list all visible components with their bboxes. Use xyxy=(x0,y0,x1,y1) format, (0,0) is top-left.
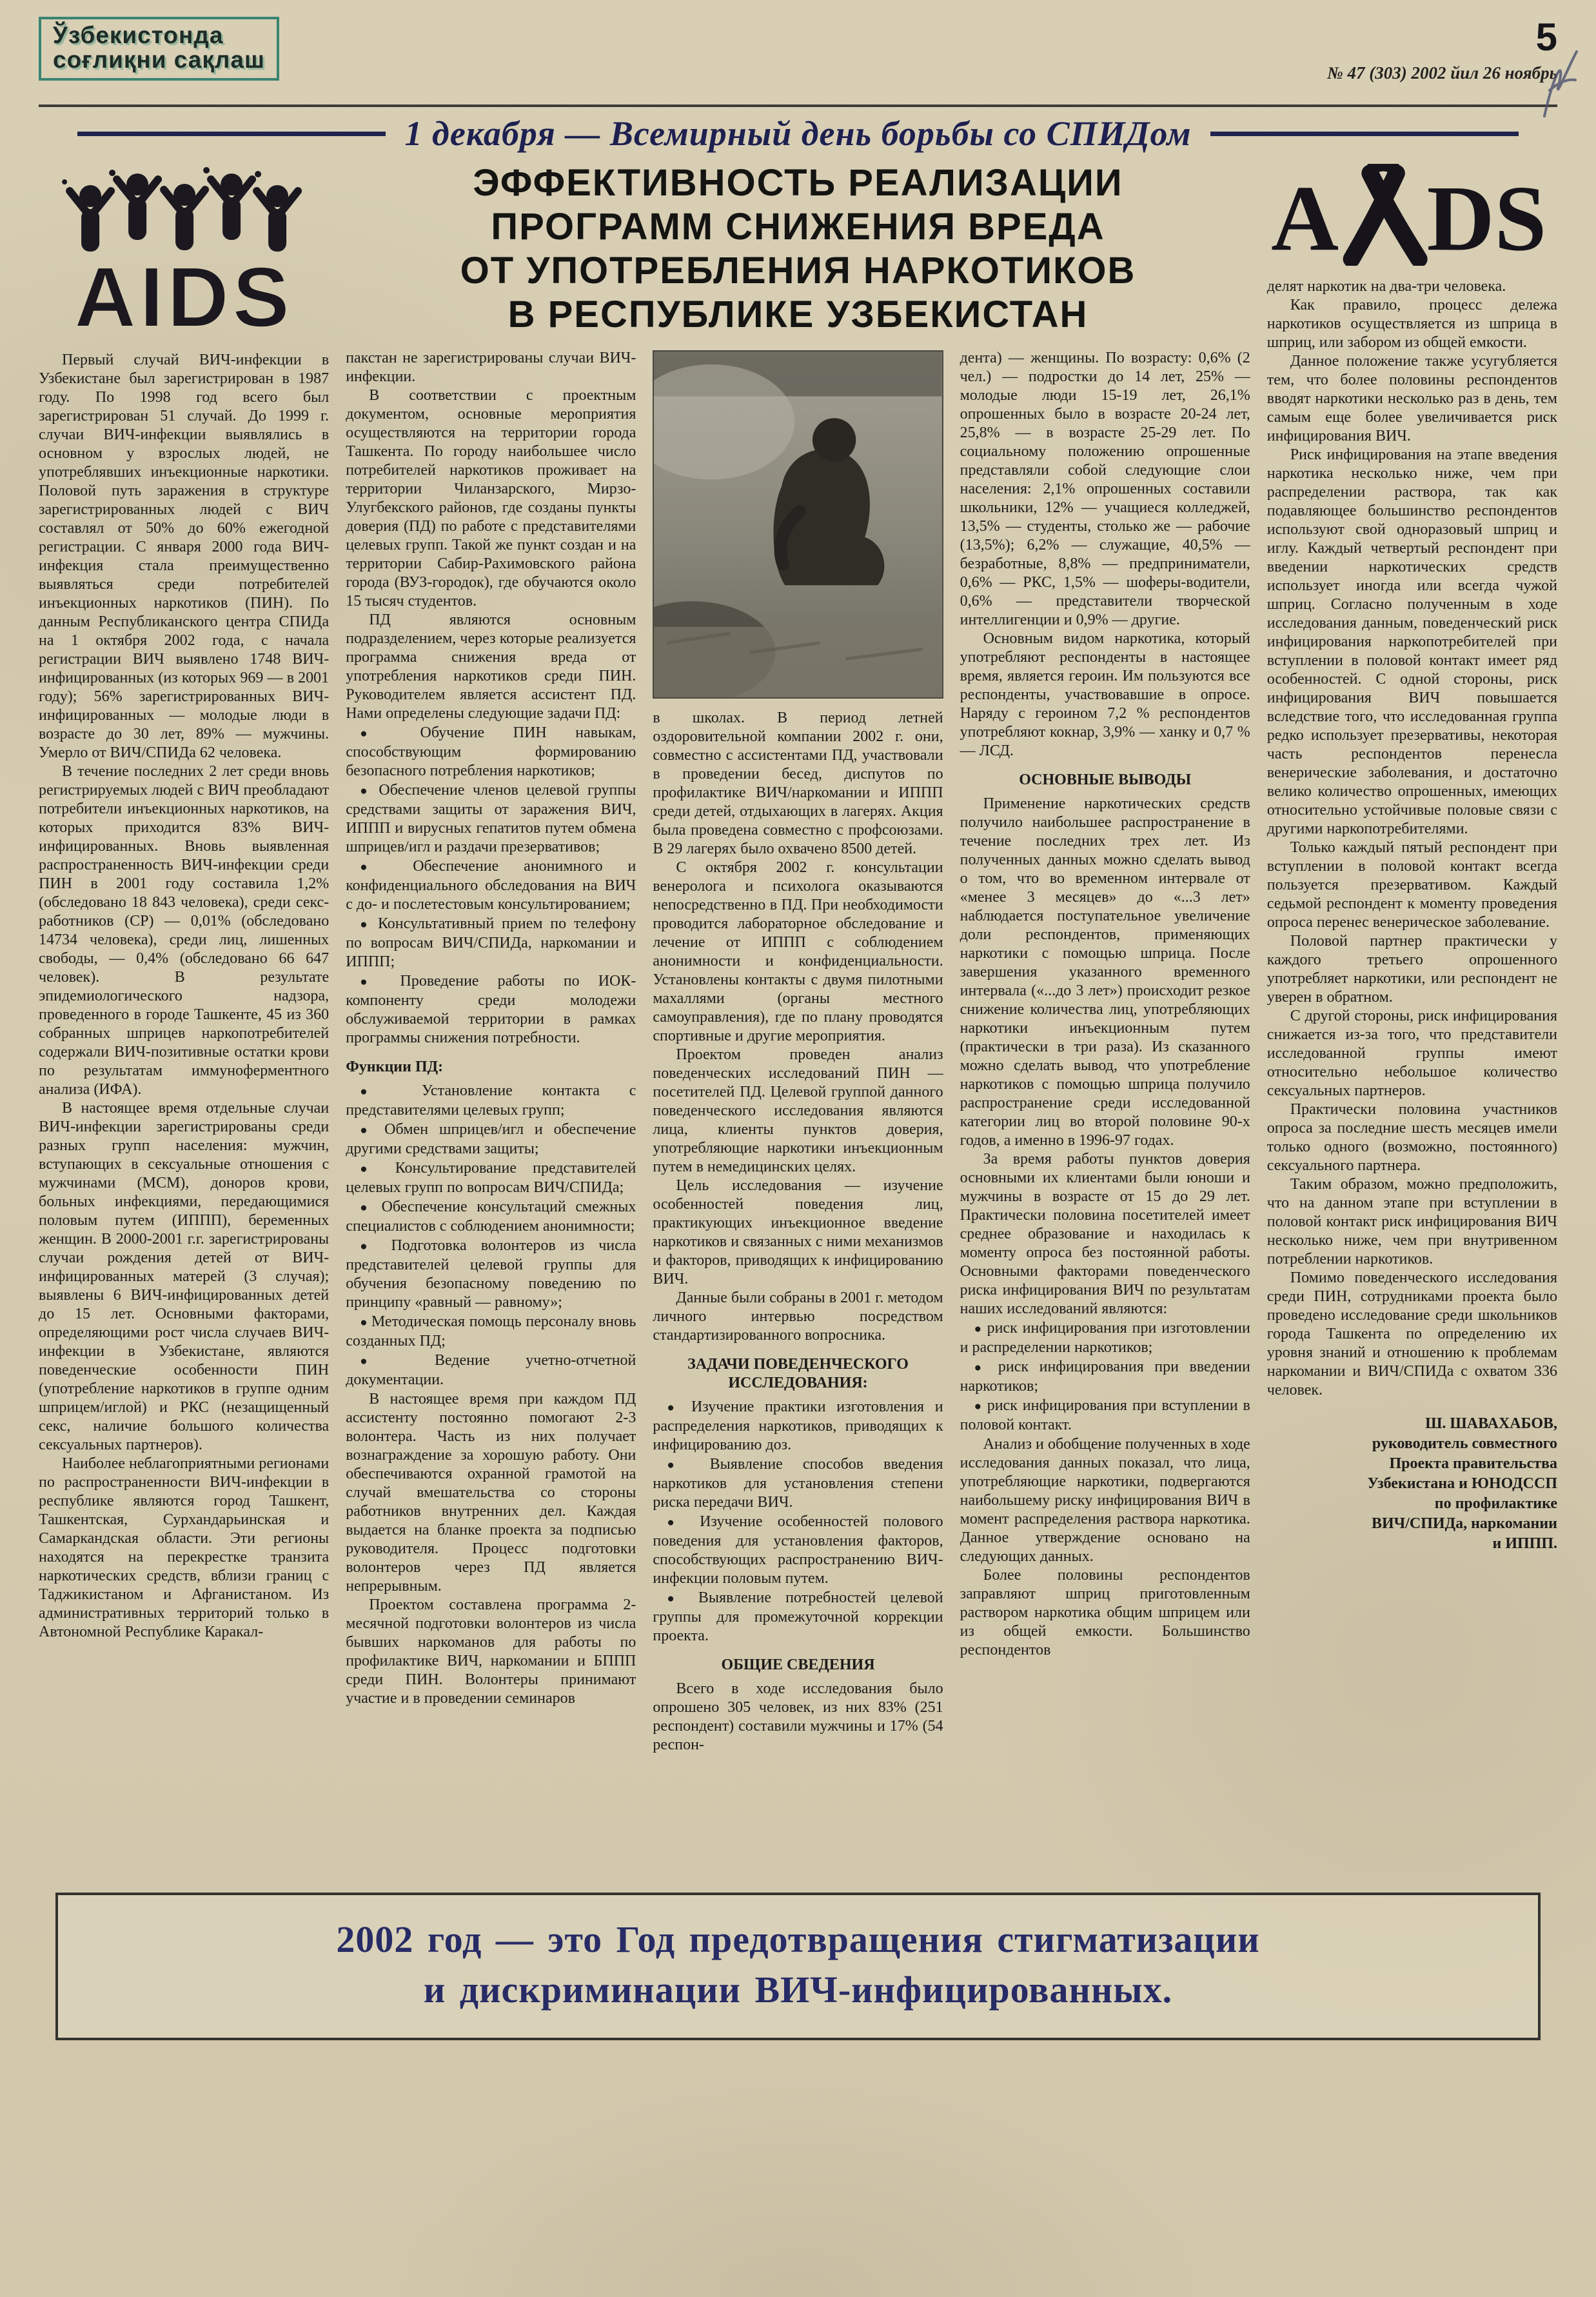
paragraph: Первый случай ВИЧ-инфекции в Узбекистане был зарегистрирован в 1987 году. По 1998 год всего был зарегистрирован 51 случай. До 1999 г. случаи ВИЧ-инфекции выявлялись в основном у взрослых людей, не употреблявших инъекционные наркотики. Половой путь заражения в структуре зарегистрированных людей с ВИЧ составлял от 50% до 60% ежегодной регистрации. С января 2000 года ВИЧ-инфекция стала преимущественно выявляться среди потребителей инъекционных наркотиков (ПИН). По данным Республиканского центра СПИДа на 1 октября 2002 года, с начала регистрации ВИЧ выявлено 1748 ВИЧ-инфицированных (из которых 969 — в 2001 году); 56% зарегистрированных ВИЧ-инфицированных — молодые люди в возрасте до 30 лет, 89% — мужчины. Умерло от ВИЧ/СПИДа 62 человека. xyxy=(39,352,330,761)
column-3 xyxy=(653,349,943,1755)
bullet-icon: ● xyxy=(360,918,378,932)
bullet-item: ● Обмен шприцев/игл и обеспечение другими средствами защиты; xyxy=(346,1121,636,1158)
bullet-icon: ● xyxy=(360,1355,435,1369)
paragraph: В соответствии с проектным документом, основные мероприятия осуществляются на территории города Ташкента. По городу наибольшее число потребителей наркотиков проживает на территории Чиланзарского, Мирзо-Улугбекского районов, где созданы пункты доверия (ПД) по работе с представителями целевых групп. Такой же пункт создан и на территории Сабир-Рахимовского района города (ВУЗ-городок), где обучаются около 15 тысяч студентов. xyxy=(346,387,636,610)
pen-mark xyxy=(1537,45,1582,123)
article-headline xyxy=(346,161,1250,336)
signature-line: ВИЧ/СПИДа, наркомании xyxy=(1371,1515,1557,1532)
paragraph: С другой стороны, риск инфицирования снижается из-за того, что представители исследованной группы имеют относительно небольшое количество сексуальных партнеров. xyxy=(1266,1008,1557,1099)
bullet-item: ● Методическая помощь персоналу вновь созданных ПД; xyxy=(346,1313,636,1350)
subsection-heading: Функции ПД: xyxy=(346,1059,444,1076)
paragraph: В настоящее время отдельные случаи ВИЧ-инфекции зарегистрированы среди разных групп населения: мужчин, вступающих в сексуальные отношения с мужчинами (МСМ), доноров крови, больных инфекциями, передающимися половым путем (ИППП), беременных женщин. В 2000-2001 г.г. зарегистрированы случаи рождения детей от ВИЧ-инфицированных матерей (3 случая); выявлены 6 ВИЧ-инфицированных детей до 15 лет. Основными факторами, определяющими рост числа случаев ВИЧ-инфекции в Узбекистане, являются поведенческие особенности ПИН (употребление наркотиков в группе одним шприцем/иглой) и РКС (незащищенный секс, наличие большого количества сексуальных партнеров). xyxy=(39,1100,330,1453)
paragraph: Помимо поведенческого исследования среди ПИН, сотрудниками проекта было проведено исследование среди школьников города Ташкента по определению их уровня знаний и отношению к проблемам наркомании и ВИЧ/СПИДа с охватом 336 человек. xyxy=(1266,1269,1557,1398)
paragraph: Проектом проведен анализ поведенческих исследований ПИН — посетителей ПД. Целевой группой данного поведенческого исследования являются лица, клиенты пунктов доверия, употребляющие наркотики инъекционным путем в немедицинских целях. xyxy=(653,1046,943,1176)
bullet-icon: ● xyxy=(360,1085,422,1099)
banner-title: 1 декабря — Всемирный день борьбы со СПИДом xyxy=(404,114,1192,153)
article xyxy=(39,160,1557,1863)
footer-slogan xyxy=(55,1893,1541,2040)
bullet-item: ● Изучение практики изготовления и распределения наркотиков, приводящих к инфицированию доз. xyxy=(653,1398,943,1454)
section-heading: ЗАДАЧИ ПОВЕДЕНЧЕСКОГО ИССЛЕДОВАНИЯ: xyxy=(687,1356,909,1392)
bullet-icon: ● xyxy=(974,1322,987,1337)
paragraph: Всего в ходе исследования было опрошено 305 человек, из них 83% (251 респондент) составили мужчины и 17% (54 респон- xyxy=(653,1680,943,1754)
masthead xyxy=(39,17,279,81)
masthead-line-1: Ўзбекистонда xyxy=(53,22,224,48)
bullet-icon: ● xyxy=(360,727,420,741)
aids-ribbon-logo xyxy=(1267,164,1557,266)
column-5-text xyxy=(1267,277,1557,1554)
banner-rule-left xyxy=(77,132,386,136)
footer-slogan-line-1: 2002 год — это Год предотвращения стигматизации xyxy=(336,1918,1260,1960)
bullet-item: ● риск инфицирования при изготовлении и распределении наркотиков; xyxy=(960,1320,1250,1357)
paragraph: Как правило, процесс дележа наркотиков осуществляется из шприца в шприц, или забором из общей емкости. xyxy=(1266,297,1557,351)
bullet-item: ● Обучение ПИН навыкам, способствующим формированию безопасного потребления наркотиков; xyxy=(346,724,636,780)
bullet-item: ● Проведение работы по ИОК-компоненту среди молодежи обслуживаемой территории в рамках программы снижения потребности. xyxy=(346,973,636,1047)
page-number: 5 xyxy=(1535,15,1557,59)
paragraph: С октября 2002 г. консультации венеролога и психолога оказываются непосредственно в ПД. При необходимости проводится лабораторное обследование и лечение от ИППП с соблюдением анонимности и конфиденциальности. Установлены контакты с двумя пилотными махаллями (органы местного самоуправления), где по плану проводятся спортивные и другие мероприятия. xyxy=(653,859,943,1045)
aids-right-logo-letter-a: A xyxy=(1270,167,1339,266)
footer-slogan-line-2: и дискриминации ВИЧ-инфицированных. xyxy=(423,1969,1173,2011)
headline-line: В РЕСПУБЛИКЕ УЗБЕКИСТАН xyxy=(507,293,1089,335)
aids-left-logo-text: AIDS xyxy=(74,250,293,342)
paragraph: Наиболее неблагоприятными регионами по распространенности ВИЧ-инфекции в республике являются город Ташкент, Ташкентская, Сурхандарьинская и Самаркандская области. Эти регионы находятся на перекрестке транзита наркотических средств, вблизи границ с Таджикистаном и Афганистаном. Из административных территорий только в Автономной Республике Каракал- xyxy=(39,1455,330,1640)
column-1 xyxy=(39,160,329,1863)
person-silhouette xyxy=(164,184,205,250)
column-1-text xyxy=(39,351,329,1642)
paragraph: В течение последних 2 лет среди вновь регистрируемых людей с ВИЧ преобладают потребители инъекционных наркотиков, на которых приходится 83% ВИЧ-инфицированных. Вновь выявленная распространенность ВИЧ-инфекции среди ПИН в 2001 году составила 1,2% (обследовано 18 843 человека), среди секс-работников (СР) — 0,01% (обследовано 14734 человека), среди лиц, лишенных свободы, — 0,4% (обследовано 66 647 человек). В результате эпидемиологического надзора, проведенного в городе Ташкенте, 45 из 360 собранных шприцев наркопотребителей содержали ВИЧ-позитивные остатки крови по результатам иммуноферментного анализа (ИФА). xyxy=(39,763,330,1098)
bullet-icon: ● xyxy=(360,975,400,989)
paragraph: Риск инфицирования на этапе введения наркотика несколько ниже, чем при распределении раствора, так как подавляющее большинство респондентов используют свой одноразовый шприц и иглу. Каждый четвертый респондент при введении наркотических средств использует иногда или всегда чужой шприц. Согласно полученным в ходе исследования данным, поведенческий риск инфицирования наркопотребителей при вступлении в половой контакт имеет ряд особенностей. С одной стороны, риск инфицирования ВИЧ повышается вследствие того, что исследованная группа редко использует презервативы, некоторая часть респондентов перенесла венерические заболевания, и достаточно велико количество опрошенных, имеющих относительно устойчивые половые связи с другими наркопотребителями. xyxy=(1266,446,1557,837)
paragraph: ПД являются основным подразделением, через которые реализуется программа снижения вреда от употребления наркотиков среди ПИН. Руководителем является ассистент ПД. Нами определены следующие задачи ПД: xyxy=(346,612,636,722)
bullet-item: ● риск инфицирования при введении наркотиков; xyxy=(960,1358,1250,1395)
bullet-item: ● Выявление потребностей целевой группы для промежуточной коррекции проекта. xyxy=(653,1589,943,1645)
header-right xyxy=(1327,17,1557,83)
person-silhouette xyxy=(117,174,158,240)
paragraph: Данные были собраны в 2001 г. методом личного интервью посредством стандартизированного вопросника. xyxy=(653,1289,943,1344)
person-silhouette xyxy=(70,185,111,252)
paragraph: Данное положение также усугубляется тем, что более половины респондентов вводят наркотики несколько раз в день, тем самым еще более увеличивается риск инфицирования ВИЧ. xyxy=(1266,353,1557,444)
bullet-icon: ● xyxy=(360,1162,395,1177)
paragraph: Цель исследования — изучение особенностей поведения лиц, практикующих инъекционное введение наркотиков и связанных с ними механизмов и факторов, приводящих к инфицированию ВИЧ. xyxy=(653,1177,943,1288)
signature-line: и ИППП. xyxy=(1492,1535,1557,1552)
signature-line: Узбекистана и ЮНОДССП xyxy=(1367,1475,1557,1492)
bullet-item: ● Консультативный прием по телефону по вопросам ВИЧ/СПИДа, наркомании и ИППП; xyxy=(346,915,636,971)
paragraph: В настоящее время при каждом ПД ассистенту постоянно помогают 2-3 волонтера. Часть из них получает вознаграждение за хорошую работу. Они обеспечиваются охранной грамотой на случай вмешательства со стороны работников внутренних дел. Каждая выдается на бланке проекта за подписью руководителя. Процесс подготовки волонтеров через ПД является непрерывным. xyxy=(346,1391,636,1595)
paragraph: За время работы пунктов доверия основными их клиентами были юноши и мужчины в возрасте от 15 до 29 лет. Практически половина посетителей имеет среднее образование и находилась к моменту опроса без постоянной работы. Основными факторами поведенческого риска инфицирования ВИЧ по результатам наших исследований являются: xyxy=(960,1151,1250,1318)
article-photo xyxy=(653,350,943,699)
section-heading: ОБЩИЕ СВЕДЕНИЯ xyxy=(721,1656,875,1674)
person-silhouette xyxy=(257,185,298,252)
paragraph: Проектом составлена программа 2-месячной подготовки волонтеров из числа бывших наркоманов для работы по профилактике ВИЧ, наркомании и БППП среди ПИН. Волонтеры принимают участие и в проведении семинаров xyxy=(346,1596,636,1707)
article-middle xyxy=(346,160,1250,1863)
bullet-item: ● Выявление способов введения наркотиков для установления степени риска передачи ВИЧ. xyxy=(653,1456,943,1511)
section-heading: ОСНОВНЫЕ ВЫВОДЫ xyxy=(1019,771,1192,789)
paragraph: Только каждый пятый респондент при вступлении в половой контакт всегда пользуется презервативом. Каждый седьмой респондент к моменту проведения опроса перенес венерическое заболевание. xyxy=(1266,839,1557,931)
paragraph: Половой партнер практически у каждого третьего опрошенного употребляет наркотики, или респондент не уверен в обратном. xyxy=(1266,933,1557,1006)
signature-line: Проекта правительства xyxy=(1389,1455,1557,1472)
bullet-item: ● Обеспечение членов целевой группы средствами защиты от заражения ВИЧ, ИППП и вирусных гепатитов путем обмена шприцев/игл и раздачи презервативов; xyxy=(346,782,636,856)
bullet-item: ● риск инфицирования при вступлении в половой контакт. xyxy=(960,1397,1250,1434)
bullet-icon: ● xyxy=(360,1124,385,1138)
bullet-icon: ● xyxy=(360,1316,371,1330)
bullet-icon: ● xyxy=(360,784,379,799)
issue-info: № 47 (303) 2002 йил 26 ноябрь xyxy=(1327,63,1557,83)
signature-line: по профилактике xyxy=(1434,1495,1557,1512)
column-5 xyxy=(1267,160,1557,1863)
bullet-item: ● Подготовка волонтеров из числа представителей целевой группы для обучения безопасному поведению по принципу «равный — равному»; xyxy=(346,1237,636,1311)
article-photo-image xyxy=(654,352,941,697)
bullet-icon: ● xyxy=(360,860,413,875)
bullet-icon: ● xyxy=(974,1361,998,1375)
paragraph: Основным видом наркотика, который употребляют респонденты в настоящее время, является героин. Им пользуются все респонденты, участвовавшие в опросе. Наряду с героином 7,2 % респондентов употребляют кокнар, 3,9% — ханку и 0,7 % — ЛСД. xyxy=(960,630,1250,760)
bullet-icon: ● xyxy=(667,1516,700,1530)
bullet-icon: ● xyxy=(360,1240,391,1254)
aids-right-logo-letters-ds: DS xyxy=(1426,167,1547,266)
aids-people-logo-graphic xyxy=(39,163,329,342)
aids-ribbon-logo-graphic xyxy=(1267,164,1557,266)
paragraph: Применение наркотических средств получило наибольшее распространение в течение последних трех лет. Из полученных данных можно сделать вывод о том, что во временном интервале от «менее 3 месяцев» до «...3 лет» наблюдается поступательное увеличение доли респондентов, применяющих наркотики с помощью шприца. После завершения указанного временного интервала («...до 3 лет») происходит резкое снижение количества лиц, употребляющих наркотики инъекционным путем (практически в три раза). Из сказанного можно сделать вывод, что употребление наркотиков с помощью шприца получило распространение среди исследованной категории лиц во второй половине 90-х годов, а именно в 1996-97 годах. xyxy=(960,795,1250,1149)
bullet-icon: ● xyxy=(667,1401,691,1415)
bullet-icon: ● xyxy=(667,1458,710,1473)
headline-line: ЭФФЕКТИВНОСТЬ РЕАЛИЗАЦИИ xyxy=(473,162,1123,204)
page-header xyxy=(39,17,1557,99)
paragraph-continuation: дента) — женщины. По возрасту: 0,6% (2 чел.) — подростки до 14 лет, 25% — молодые люди 15-19 лет, 26,1% опрошенных было в возрасте 20-24 лет, 25,8% — в возрасте 25-29 лет. По социальному положению опрошенные представляли собой следующие слои населения: 2,1% опрошенных составили школьники, 12% — учащиеся колледжей, 13,5% — студенты, столько же — рабочие (13,5%); 6,2% — служащие, 40,5% — безработные, 8,8% — предприниматели, 0,6% — РКС, 1,5% — шоферы-водители, 0,6% — представители творческой интеллигенции и 0,9% — другие. xyxy=(960,350,1250,629)
bullet-item: ● Обеспечение анонимного и конфиденциального обследования на ВИЧ с до- и послетестовым консультированием; xyxy=(346,858,636,913)
bullet-icon: ● xyxy=(360,1201,382,1215)
aids-day-banner xyxy=(77,114,1519,154)
column-4 xyxy=(960,349,1250,1755)
paragraph: Таким образом, можно предположить, что на данном этапе при вступлении в половой контакт риск инфицирования ВИЧ несколько ниже, чем при внутривенном потреблении наркотиков. xyxy=(1266,1176,1557,1268)
paragraph-continuation: делят наркотик на два-три человека. xyxy=(1266,278,1506,295)
bullet-item: ● Изучение особенностей полового поведения для установления факторов, способствующих распространению ВИЧ-инфекции половым путем. xyxy=(653,1513,943,1587)
paragraph: Более половины респондентов заправляют шприц приготовленным раствором наркотика общим шприцем или из общей емкости. Большинство респондентов xyxy=(960,1567,1250,1659)
paragraph: Практически половина участников опроса за последние шесть месяцев имели только одного (возможно, постоянного) сексуального партнера. xyxy=(1266,1101,1557,1174)
banner-rule-right xyxy=(1210,132,1519,136)
header-rule xyxy=(39,104,1557,107)
aids-people-logo xyxy=(39,163,329,342)
bullet-item: ● Консультирование представителей целевых групп по вопросам ВИЧ/СПИДа; xyxy=(346,1160,636,1197)
column-2 xyxy=(346,349,636,1755)
person-silhouette xyxy=(211,174,252,240)
bullet-item: ● Обеспечение консультаций смежных специалистов с соблюдением анонимности; xyxy=(346,1198,636,1235)
signature-line: руководитель совместного xyxy=(1372,1435,1557,1452)
column-3-text xyxy=(653,709,943,1755)
paragraph-continuation: в школах. В период летней оздоровительной компании 2002 г. они, совместно с ассистентами ПД, участвовали в проведении бесед, диспутов по профилактике ВИЧ/наркомании и ИППП среди детей, отдыхающих в лагерях. Акция была проведена совместно с профсоюзами. В 29 лагерях было охвачено 8500 детей. xyxy=(653,710,943,858)
headline-line: ПРОГРАММ СНИЖЕНИЯ ВРЕДА xyxy=(491,205,1105,248)
paragraph-continuation: пакстан не зарегистрированы случаи ВИЧ-инфекции. xyxy=(346,350,636,386)
paragraph: Анализ и обобщение полученных в ходе исследования данных показал, что лица, употребляющие наркотики, подвергаются наибольшему риску инфицирования ВИЧ в момент распределения раствора наркотика. Данное утверждение основано на следующих данных. xyxy=(960,1436,1250,1566)
signature-line: Ш. ШАВАХАБОВ, xyxy=(1425,1415,1557,1432)
headline-line: ОТ УПОТРЕБЛЕНИЯ НАРКОТИКОВ xyxy=(460,249,1136,292)
awareness-ribbon-icon xyxy=(1352,164,1419,259)
bullet-icon: ● xyxy=(974,1400,987,1414)
masthead-line-2: соғлиқни сақлаш xyxy=(53,46,265,74)
bullet-icon: ● xyxy=(667,1592,698,1606)
bullet-item: ● Ведение учетно-отчетной документации. xyxy=(346,1352,636,1389)
bullet-item: ● Установление контакта с представителями целевых групп; xyxy=(346,1082,636,1119)
